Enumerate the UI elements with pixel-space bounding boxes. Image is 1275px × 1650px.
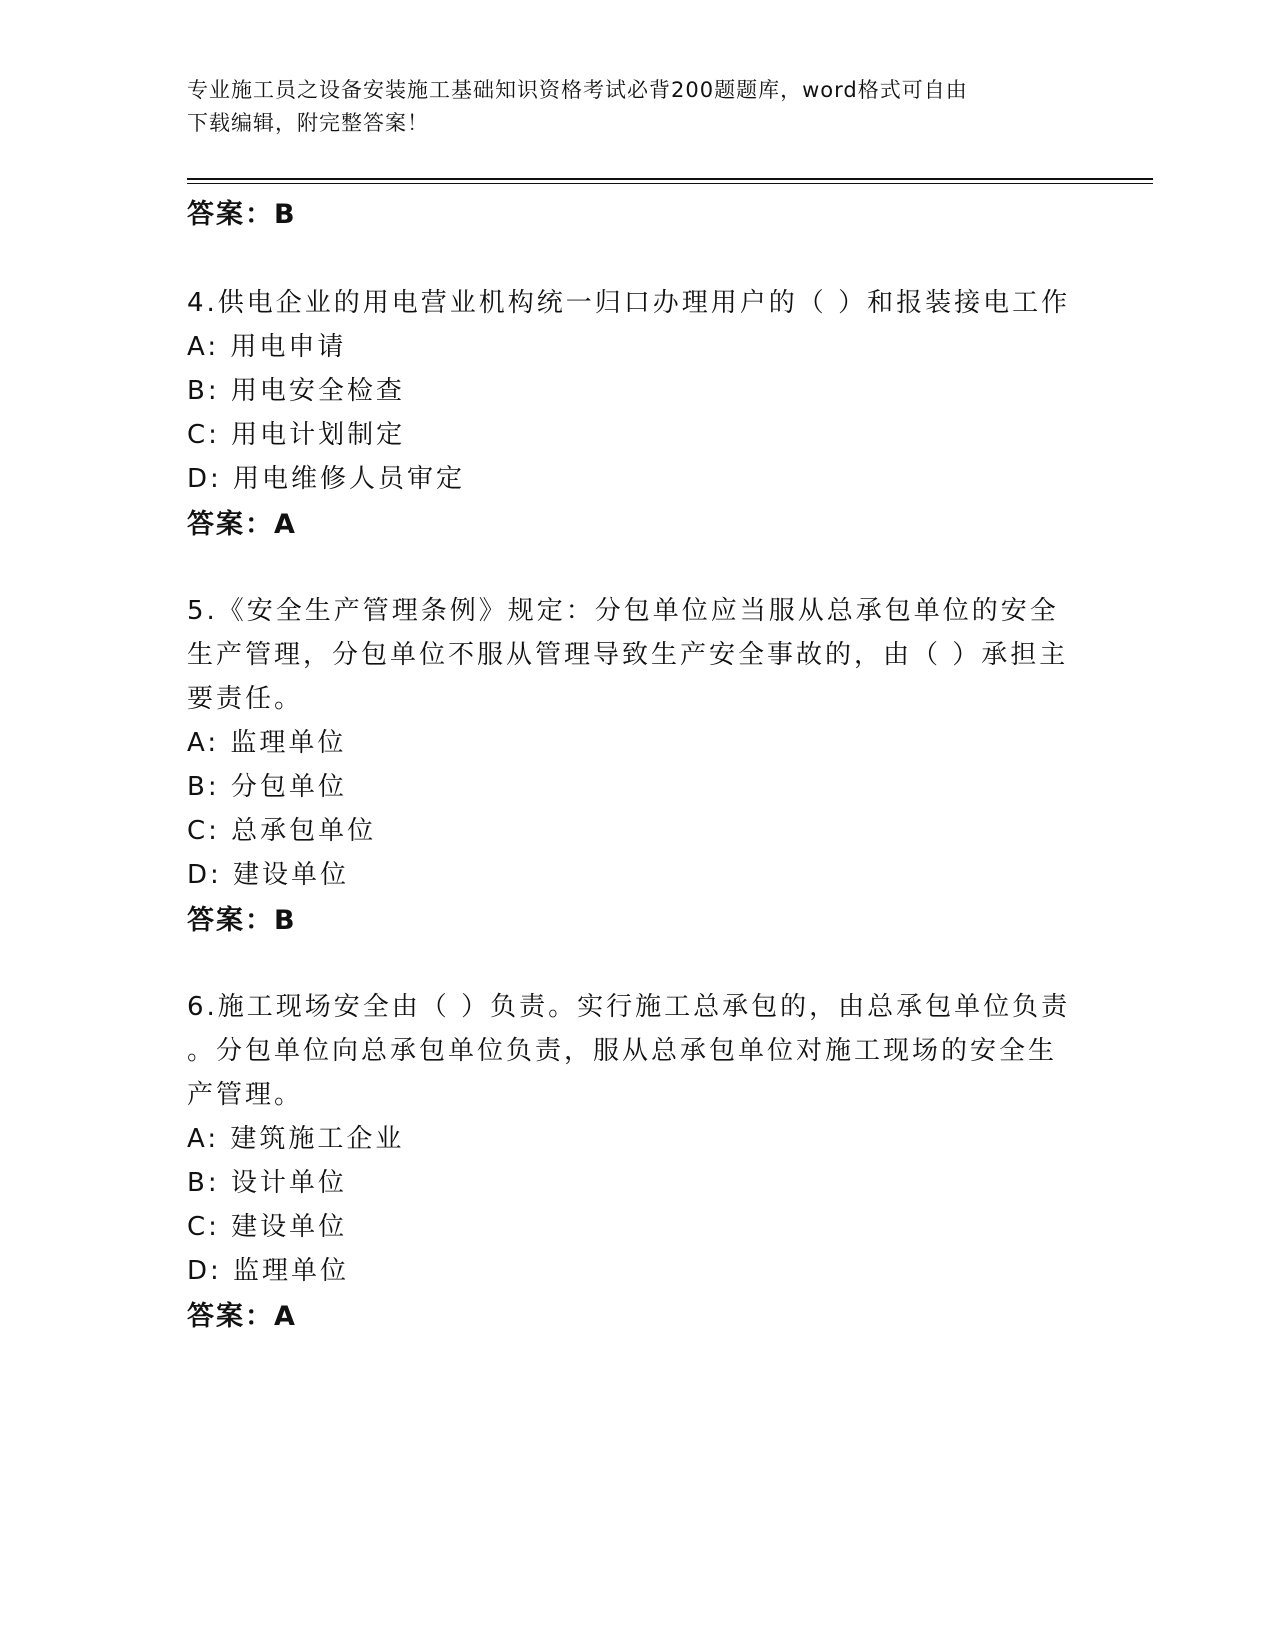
header-divider-thin [187,183,1153,184]
question-4-option-c: C: 用电计划制定 [187,420,406,450]
question-6-stem-line-2: 。分包单位向总承包单位负责，服从总承包单位对施工现场的安全生 [187,1036,1058,1066]
question-6-option-b: B: 设计单位 [187,1168,347,1198]
header-line-2: 下载编辑，附完整答案！ [187,111,429,135]
answer-q6: 答案：A [187,1301,297,1332]
question-4-option-b: B: 用电安全检查 [187,376,405,406]
question-4-option-d: D: 用电维修人员审定 [187,464,466,494]
question-4-stem: 4.供电企业的用电营业机构统一归口办理用户的（ ）和报装接电工作 [187,288,1071,318]
header-divider-thick [187,178,1153,180]
question-5-option-b: B: 分包单位 [187,772,347,802]
question-5-stem-line-3: 要责任。 [187,684,304,714]
document-header [187,74,1067,140]
question-5-stem-line-1: 5.《安全生产管理条例》规定：分包单位应当服从总承包单位的安全 [187,596,1059,626]
question-5-option-d: D: 建设单位 [187,860,350,890]
question-4-option-a: A: 用电申请 [187,332,347,362]
question-6-option-c: C: 建设单位 [187,1212,348,1242]
question-5-stem-line-2: 生产管理，分包单位不服从管理导致生产安全事故的，由（ ）承担主 [187,640,1069,670]
question-6-option-d: D: 监理单位 [187,1256,350,1286]
answer-q5: 答案：B [187,905,297,936]
question-5-option-c: C: 总承包单位 [187,816,377,846]
question-6-option-a: A: 建筑施工企业 [187,1124,405,1154]
question-6-stem-line-3: 产管理。 [187,1080,304,1110]
question-5-option-a: A: 监理单位 [187,728,347,758]
answer-q3: 答案：B [187,199,297,230]
answer-q4: 答案：A [187,509,297,540]
question-6-stem-line-1: 6.施工现场安全由（ ）负责。实行施工总承包的，由总承包单位负责 [187,992,1071,1022]
header-line-1: 专业施工员之设备安装施工基础知识资格考试必背200题题库，word格式可自由 [187,78,968,102]
